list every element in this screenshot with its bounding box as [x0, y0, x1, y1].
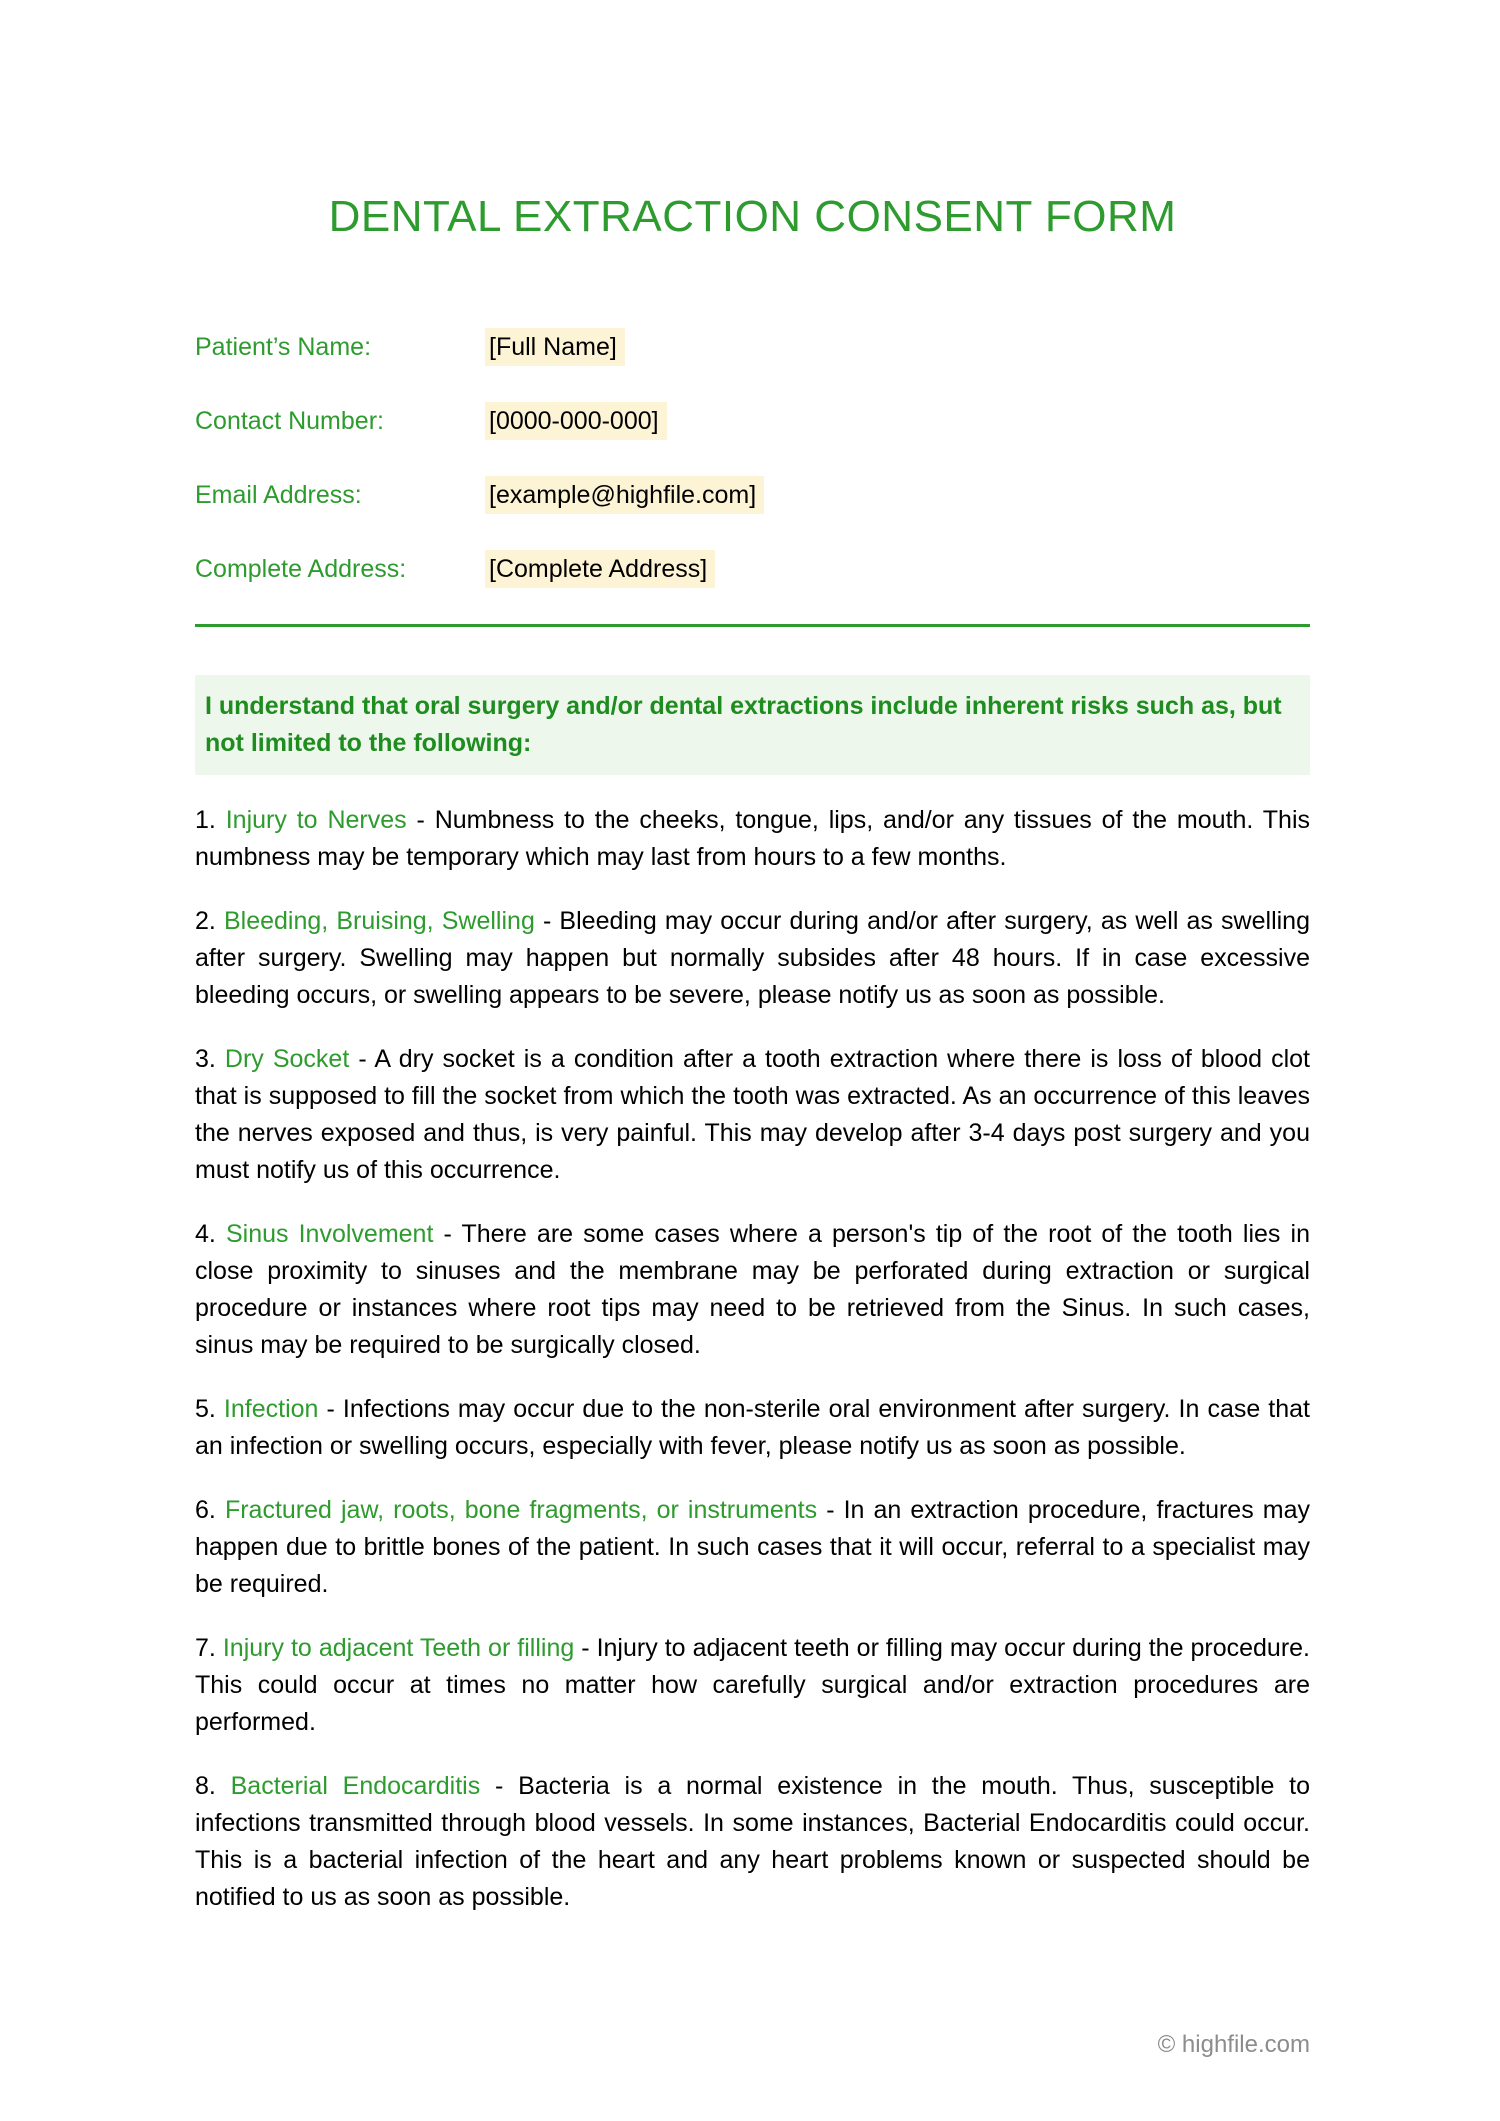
patient-info-section [195, 328, 1310, 588]
contact-number-label: Contact Number: [195, 407, 384, 435]
risk-number: 8. [195, 1772, 216, 1800]
risk-description: - There are some cases where a person's tip of the root of the tooth lies in close proximity to sinuses and the membrane may be perforated during extraction or surgical procedure or instances where root tips may need to be retrieved from the Sinus. In such cases, sinus may be required to be surgically closed. [195, 1220, 1310, 1359]
complete-address-label: Complete Address: [195, 555, 407, 583]
risk-number: 6. [195, 1496, 216, 1524]
field-row-patient-name [195, 328, 1310, 366]
risk-number: 1. [195, 806, 216, 834]
risk-item-3 [195, 1041, 1310, 1189]
patient-name-field[interactable]: [Full Name] [485, 328, 625, 366]
risk-list [195, 802, 1310, 1916]
risk-item-4 [195, 1216, 1310, 1364]
risk-number: 7. [195, 1634, 216, 1662]
risk-item-2 [195, 903, 1310, 1014]
page-title: DENTAL EXTRACTION CONSENT FORM [328, 192, 1177, 241]
risk-term: Sinus Involvement [225, 1220, 434, 1248]
contact-number-field[interactable]: [0000-000-000] [485, 402, 667, 440]
email-address-label: Email Address: [195, 481, 362, 509]
risk-item-7 [195, 1630, 1310, 1741]
field-row-contact-number [195, 402, 1310, 440]
risk-item-6 [195, 1492, 1310, 1603]
risk-description: - In an extraction procedure, fractures may happen due to brittle bones of the patient. In such cases that it will occur, referral to a specialist may be required. [195, 1496, 1311, 1598]
risk-term: Injury to adjacent Teeth or filling [222, 1634, 575, 1662]
risk-number: 3. [195, 1045, 216, 1073]
risk-description: - Bacteria is a normal existence in the mouth. Thus, susceptible to infections transmitted through blood vessels. In some instances, Bacterial Endocarditis could occur. This is a bacterial infection of the heart and any heart problems known or suspected should be notified to us as soon as possible. [195, 1772, 1310, 1911]
risk-term: Fractured jaw, roots, bone fragments, or instruments [224, 1496, 818, 1524]
risk-description: - Numbness to the cheeks, tongue, lips, and/or any tissues of the mouth. This numbness may be temporary which may last from hours to a few months. [195, 806, 1311, 871]
risk-term: Dry Socket [224, 1045, 350, 1073]
risk-description: - A dry socket is a condition after a tooth extraction where there is loss of blood clot that is supposed to fill the socket from which the tooth was extracted. As an occurrence of this leaves the nerves exposed and thus, is very painful. This may develop after 3-4 days post surgery and you must notify us of this occurrence. [195, 1045, 1310, 1184]
risk-term: Bleeding, Bruising, Swelling [223, 907, 535, 935]
field-row-complete-address [195, 550, 1310, 588]
risk-description: - Bleeding may occur during and/or after surgery, as well as swelling after surgery. Swelling may happen but normally subsides after 48 hours. If in case excessive bleeding occurs, or swelling appears to be severe, please notify us as soon as possible. [195, 907, 1310, 1009]
risk-item-5 [195, 1391, 1310, 1465]
risk-number: 4. [195, 1220, 216, 1248]
risk-number: 5. [195, 1395, 216, 1423]
risk-item-8 [195, 1768, 1310, 1916]
complete-address-field[interactable]: [Complete Address] [485, 550, 715, 588]
risk-term: Infection [223, 1395, 319, 1423]
risk-term: Bacterial Endocarditis [230, 1772, 481, 1800]
risk-description: - Injury to adjacent teeth or filling may occur during the procedure. This could occur at times no matter how carefully surgical and/or extraction procedures are performed. [195, 1634, 1310, 1736]
risk-term: Injury to Nerves [225, 806, 407, 834]
field-row-email-address [195, 476, 1310, 514]
footer-credit: © highfile.com [1157, 2031, 1310, 2058]
section-divider [195, 624, 1310, 627]
risks-intro-statement: I understand that oral surgery and/or dental extractions include inherent risks such as, but not limited to the following: [195, 675, 1310, 775]
risk-description: - Infections may occur due to the non-sterile oral environment after surgery. In case that an infection or swelling occurs, especially with fever, please notify us as soon as possible. [195, 1395, 1311, 1460]
risk-item-1 [195, 802, 1310, 876]
patient-name-label: Patient’s Name: [195, 333, 372, 361]
risk-number: 2. [195, 907, 216, 935]
email-address-field[interactable]: [example@highfile.com] [485, 476, 764, 514]
